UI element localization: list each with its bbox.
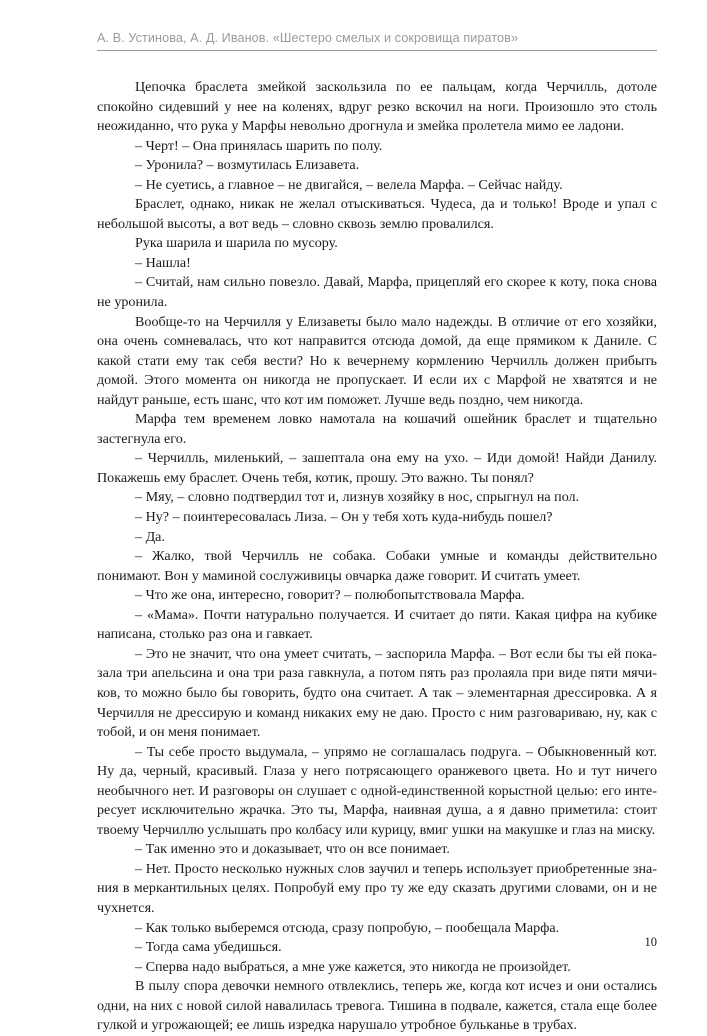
paragraph: Вообще-то на Черчилля у Елизаветы было мало надежды. В отличие от его хозяйки, она очень сомневалась, что кот направится отсюда домой, да еще прямиком к Даниле. С какой стати ему так себя вести? Но к вечернему кормлению Черчилль должен прибыть домой. Этого момента он никогда не пропускает. И если их с Марфой не хватятся и не найдут раньше, есть шанс, что кот им поможет. Лучше ведь поздно, чем никогда. <box>97 313 657 408</box>
paragraph: – Как только выберемся отсюда, сразу попробую, – пообещала Марфа. <box>135 919 560 936</box>
paragraph: – Нашла! <box>135 254 191 271</box>
paragraph: – Тогда сама убедишься. <box>135 939 282 956</box>
page-number: 10 <box>644 935 657 949</box>
paragraph: Цепочка браслета змейкой заскользила по ее пальцам, когда Черчилль, дотоле спокойно сидевший у нее на коленях, вдруг резко вскочил на ноги. Произошло это столь неожиданно, что рука у Марфы невольно дрогнула и змейка пролетела мимо ее ладони. <box>97 79 657 135</box>
paragraph: – Нет. Просто несколько нужных слов заучил и теперь использует приобретенные знания в меркантильных целях. Попробуй ему про ту же еду сказать другими словами, он и не чухнется. <box>97 860 657 916</box>
paragraph: – Да. <box>135 528 165 545</box>
body-text <box>97 78 657 1036</box>
paragraph: Марфа тем временем ловко намотала на кошачий ошейник браслет и тщательно застегнула его. <box>97 411 657 447</box>
paragraph: Браслет, однако, никак не желал отыскиваться. Чудеса, да и только! Вроде и упал с небольшой высоты, а вот ведь – словно сквозь землю провалился. <box>97 196 657 232</box>
paragraph: – Считай, нам сильно повезло. Давай, Марфа, прицепляй его скорее к коту, пока снова не уронила. <box>97 274 657 311</box>
header-divider <box>97 50 657 51</box>
paragraph: – Жалко, твой Черчилль не собака. Собаки умные и команды действительно понимают. Вон у маминой сослуживицы овчарка даже говорит. И считать умеет. <box>97 548 657 584</box>
paragraph: Рука шарила и шарила по мусору. <box>135 235 338 252</box>
paragraph: – «Мама». Почти натурально получается. И считает до пяти. Какая цифра на кубике написана, столько раз она и гавкает. <box>97 606 657 643</box>
paragraph: – Черт! – Она принялась шарить по полу. <box>135 137 383 154</box>
paragraph: – Черчилль, миленький, – зашептала она ему на ухо. – Иди домой! Найди Данилу. Покажешь ему браслет. Очень тебя, котик, прошу. Это важно. Ты понял? <box>97 450 657 486</box>
paragraph: – Мяу, – словно подтвердил тот и, лизнув хозяйку в нос, спрыгнул на пол. <box>135 489 580 506</box>
paragraph: – Сперва надо выбраться, а мне уже кажется, это никогда не произойдет. <box>135 958 571 975</box>
running-header: А. В. Устинова, А. Д. Иванов. «Шестеро смелых и сокровища пиратов» <box>97 31 519 45</box>
paragraph: – Уронила? – возмутилась Елизавета. <box>135 157 360 174</box>
paragraph: В пылу спора девочки немного отвлеклись, теперь же, когда кот исчез и они остались одни, на них с новой силой навалилась тревога. Тишина в подвале, кажется, стала еще более гулкой и угрожающей; ее лишь изредка нарушало утробное бульканье в трубах. <box>97 978 657 1034</box>
paragraph: – Ты себе просто выдумала, – упрямо не соглашалась подруга. – Обыкновенный кот. Ну да, черный, красивый. Глаза у него потрясающего оранжевого цвета. Но и тут ничего необычного нет. И разговоры он слушает с одной-единственной корыстной целью: его интересует исключительно жрачка. Это ты, Марфа, наивная душа, а я давно приметила: стоит твоему Черчиллю услышать про колбасу или курицу, вмиг ушки на макушке и глаз на миску. <box>97 743 657 838</box>
paragraph: – Что же она, интересно, говорит? – полюбопытствовала Марфа. <box>135 587 525 604</box>
paragraph: – Так именно это и доказывает, что он все понимает. <box>135 841 450 858</box>
paragraph: – Это не значит, что она умеет считать, – заспорила Марфа. – Вот если бы ты ей показала три апельсина и она три раза гавкнула, а потом пять раз пролаяла при виде пяти мячиков, то можно было бы говорить, будто она считает. А так – элементарная дрессировка. А я Черчилля не дрессирую и команд никаких ему не даю. Просто с ним разговариваю, ну, как с тобой, и он меня понимает. <box>97 645 657 741</box>
paragraph: – Ну? – поинтересовалась Лиза. – Он у тебя хоть куда-нибудь пошел? <box>135 509 553 526</box>
paragraph: – Не суетись, а главное – не двигайся, – велела Марфа. – Сейчас найду. <box>135 176 563 193</box>
